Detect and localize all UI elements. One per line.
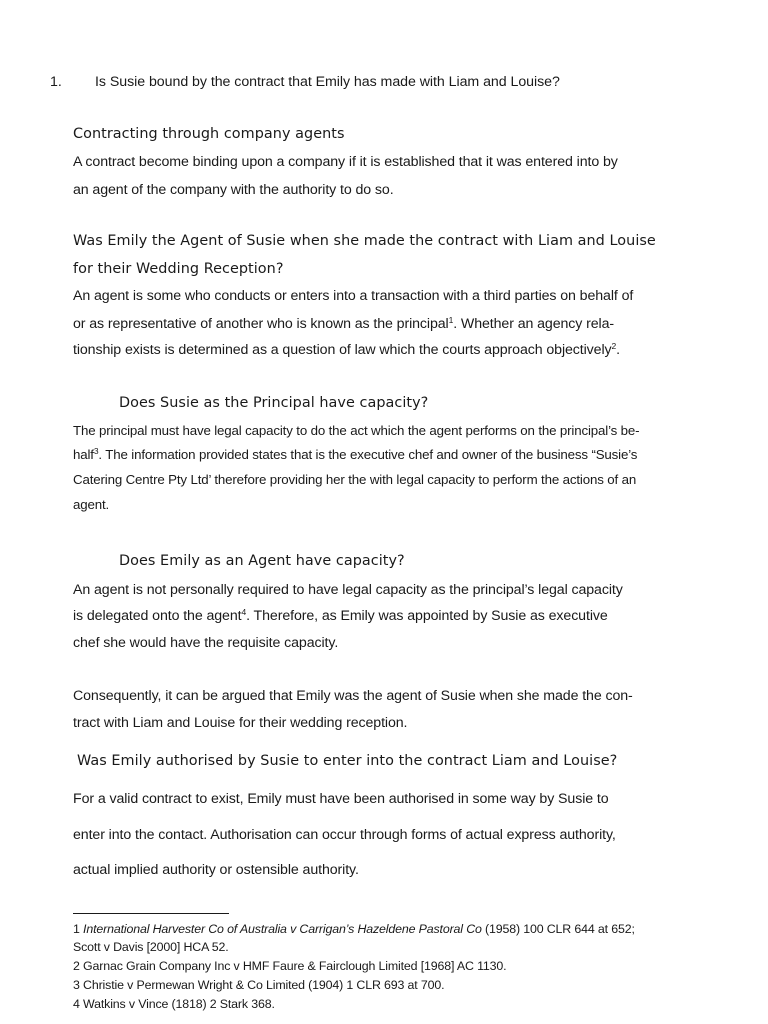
question-text: Is Susie bound by the contract that Emily has made with Liam and Louise? [95, 74, 560, 90]
section-heading-authorised: Was Emily authorised by Susie to enter into the contract Liam and Louise? [77, 753, 618, 769]
section2-line [73, 316, 614, 332]
footnote-3: 3 Christie v Permewan Wright & Co Limited (1904) 1 CLR 693 at 700. [73, 978, 445, 992]
section-heading-principal-capacity: Does Susie as the Principal have capacity? [119, 395, 429, 411]
section3-line: agent. [73, 497, 110, 512]
footnote-1-citation: (1958) 100 CLR 644 at 652; [481, 922, 635, 936]
footnote-4: 4 Watkins v Vince (1818) 2 Stark 368. [73, 997, 275, 1011]
footnote-1 [73, 922, 635, 936]
section4-line: chef she would have the requisite capacity. [73, 635, 339, 651]
section3-line [73, 447, 637, 462]
footnote-ref-4[interactable]: 4 [241, 607, 247, 617]
section5-line: actual implied authority or ostensible authority. [73, 862, 359, 878]
conclusion-line: tract with Liam and Louise for their wedding reception. [73, 715, 408, 731]
section4-text: is delegated onto the agent [73, 608, 242, 624]
section2-text: . [616, 342, 620, 358]
section2-text: tionship exists is determined as a question of law which the courts approach objectively [73, 342, 612, 358]
section3-line: Catering Centre Pty Ltd’ therefore providing her the with legal capacity to perform the actions of an [73, 472, 637, 487]
footnote-ref-1[interactable]: 1 [448, 315, 454, 325]
section2-text: . Whether an agency rela- [453, 316, 614, 332]
footnote-separator [73, 913, 229, 914]
section-heading-agent: Was Emily the Agent of Susie when she made the contract with Liam and Louise [73, 233, 656, 249]
section4-line: An agent is not personally required to have legal capacity as the principal’s legal capacity [73, 582, 623, 598]
section2-line [73, 342, 620, 358]
section1-line: an agent of the company with the authority to do so. [73, 182, 394, 198]
section-heading-agent-cont: for their Wedding Reception? [73, 261, 284, 277]
section3-text: half [73, 447, 94, 462]
section5-line: For a valid contract to exist, Emily must have been authorised in some way by Susie to [73, 791, 609, 807]
section2-line: An agent is some who conducts or enters into a transaction with a third parties on behalf of [73, 288, 634, 304]
footnote-ref-3[interactable]: 3 [93, 446, 99, 456]
conclusion-line: Consequently, it can be argued that Emily was the agent of Susie when she made the con- [73, 688, 633, 704]
footnote-1-number: 1 [73, 922, 80, 936]
section-heading-agent-capacity: Does Emily as an Agent have capacity? [119, 553, 405, 569]
footnote-1-case-name: International Harvester Co of Australia v Carrigan’s Hazeldene Pastoral Co [83, 922, 482, 936]
section4-text: . Therefore, as Emily was appointed by Susie as executive [246, 608, 608, 624]
footnote-ref-2[interactable]: 2 [611, 341, 617, 351]
section4-line [73, 608, 608, 624]
section1-line: A contract become binding upon a company if it is established that it was entered into by [73, 154, 618, 170]
section3-line: The principal must have legal capacity to do the act which the agent performs on the principal’s be- [73, 423, 640, 438]
section5-line: enter into the contact. Authorisation can occur through forms of actual express authority, [73, 827, 616, 843]
section2-text: or as representative of another who is known as the principal [73, 316, 449, 332]
footnote-2: 2 Garnac Grain Company Inc v HMF Faure & Fairclough Limited [1968] AC 1130. [73, 959, 507, 973]
footnote-1-cont: Scott v Davis [2000] HCA 52. [73, 940, 229, 954]
section-heading-contracting: Contracting through company agents [73, 126, 345, 142]
section3-text: . The information provided states that is the executive chef and owner of the business “Susie’s [98, 447, 638, 462]
question-number: 1. [50, 74, 62, 90]
